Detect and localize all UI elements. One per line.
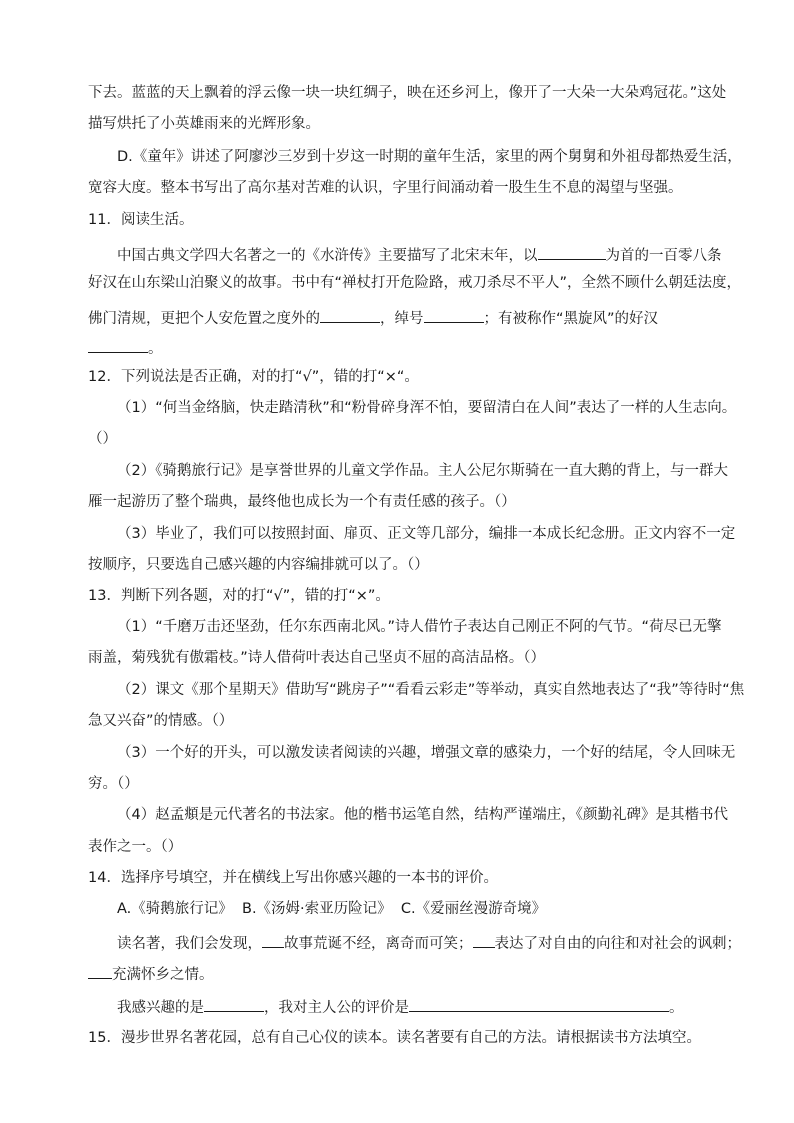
q10-option-d-text: D.《童年》讲述了阿廖沙三岁到十岁这一时期的童年生活，家里的两个舅舅和外祖母都热爱生活， <box>117 149 742 165</box>
answer-blank[interactable] <box>88 964 112 979</box>
answer-blank[interactable] <box>88 338 148 353</box>
question-13-item-2-cont: 急又兴奋”的情感。（） <box>88 713 234 729</box>
question-11-line-1: 中国古典文学四大名著之一的《水浒传》主要描写了北宋末年，以 为首的一百零八条 <box>117 245 722 264</box>
question-14-line-1: 读名著，我们会发现， 故事荒诞不经，离奇而可笑； 表达了对自由的向往和对社会的讽刺； <box>117 933 741 952</box>
question-14-title: 14．选择序号填空，并在横线上写出你感兴趣的一本书的评价。 <box>88 870 498 886</box>
q10-option-d-text-2: 宽容大度。整本书写出了高尔基对苦难的认识，字里行间涌动着一股生生不息的渴望与坚强。 <box>88 180 683 196</box>
q10-option-c-text-end: 下去。蓝蓝的天上飘着的浮云像一块一块红绸子，映在还乡河上，像开了一大朵一大朵鸡冠花。”这处 <box>88 85 727 101</box>
answer-blank[interactable] <box>538 245 606 260</box>
question-13-item-4-cont: 表作之一。（） <box>88 839 183 855</box>
question-13-item-1: （1）“千磨万击还坚劲，任尔东西南北风。”诗人借竹子表达自己刚正不阿的气节。“荷尽已无擎 <box>117 619 722 635</box>
question-11-line-4: 。 <box>88 338 163 357</box>
question-13-item-4: （4）赵孟頫是元代著名的书法家。他的楷书运笔自然，结构严谨端庄，《颜勤礼碑》是其楷书代 <box>117 807 728 823</box>
answer-blank[interactable] <box>320 308 380 323</box>
question-12-title: 12．下列说法是否正确，对的打“√”，错的打“×“。 <box>88 369 419 385</box>
question-13-item-3-cont: 穷。（） <box>88 776 139 792</box>
question-12-item-1: （1）“何当金络脑，快走踏清秋”和“粉骨碎身浑不怕，要留清白在人间”表达了一样的人生志向。 <box>117 400 737 416</box>
question-15-title: 15．漫步世界名著花园，总有自己心仪的读本。读名著要有自己的方法。请根据读书方法填空。 <box>88 1030 701 1046</box>
question-14-line-3: 我感兴趣的是 ，我对主人公的评价是 。 <box>117 997 684 1016</box>
question-11-line-2: 好汉在山东梁山泊聚义的故事。书中有“禅杖打开危险路，戒刀杀尽不平人”，全然不顾什么朝廷法度， <box>88 275 742 291</box>
question-13-item-3: （3）一个好的开头，可以激发读者阅读的兴趣，增强文章的感染力，一个好的结尾，令人回味无 <box>117 745 736 761</box>
question-12-item-1-bracket: （） <box>88 431 117 447</box>
question-12-item-2: （2）《骑鹅旅行记》是享誉世界的儿童文学作品。主人公尼尔斯骑在一直大鹅的背上，与一群大 <box>117 463 728 479</box>
answer-blank[interactable] <box>204 997 264 1012</box>
q10-option-c-text-end-2: 描写烘托了小英雄雨来的光辉形象。 <box>88 116 320 132</box>
question-14-options: A.《骑鹅旅行记》 B.《汤姆·索亚历险记》 C.《爱丽丝漫游奇境》 <box>117 901 547 917</box>
answer-blank[interactable] <box>473 933 495 948</box>
question-13-item-1-cont: 雨盖，菊残犹有傲霜枝。”诗人借荷叶表达自己坚贞不屈的高洁品格。（） <box>88 650 546 666</box>
answer-blank[interactable] <box>424 308 484 323</box>
question-11-line-3: 佛门清规，更把个人安危置之度外的 ，绰号 ；有被称作“黑旋风”的好汉 <box>88 308 658 327</box>
answer-blank[interactable] <box>409 997 669 1012</box>
question-12-item-3-cont: 按顺序，只要选自己感兴趣的内容编排就可以了。（） <box>88 557 429 573</box>
question-13-item-2: （2）课文《那个星期天》借助写“跳房子”“看看云彩走”等举动，真实自然地表达了“我”等待时“焦 <box>117 682 745 698</box>
question-11-title: 11．阅读生活。 <box>88 212 194 228</box>
answer-blank[interactable] <box>262 933 284 948</box>
question-14-line-2: 充满怀乡之情。 <box>88 964 214 983</box>
question-12-item-3: （3）毕业了，我们可以按照封面、扉页、正文等几部分，编排一本成长纪念册。正文内容不一定 <box>117 526 736 542</box>
question-13-title: 13．判断下列各题，对的打“√”，错的打“×”。 <box>88 588 390 604</box>
question-12-item-2-cont: 雁一起游历了整个瑞典，最终他也成长为一个有责任感的孩子。（） <box>88 494 516 510</box>
